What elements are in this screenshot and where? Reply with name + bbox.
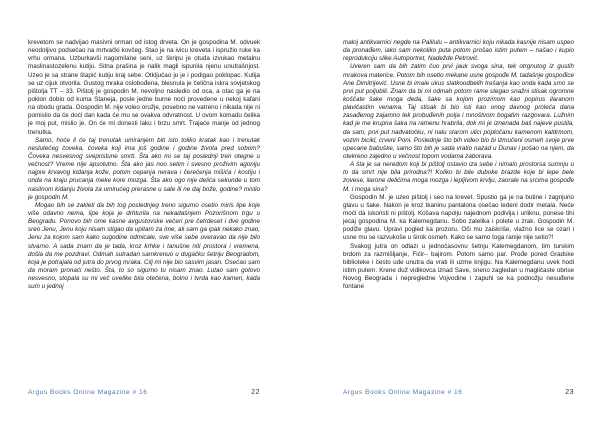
left-page-body: [28, 39, 260, 381]
magazine-title: Argus Books Online Magazine # 16: [28, 389, 148, 396]
paragraph: Svakog jutra on odlazi u jednočasovnu šetnju Kalemegdanom, tim turskim brdom za razmišljanje, Fićir– bajirom. Potom samo par. Prođe pored Gradske biblioteke i često ude unutra da vrati ili uzme knjigu. Na Kalemegdanu uvek hodi istim putem. Krene duž vidikovca iznad Save, sneno zagledan u magličaste obrise Novog Beograda i nepregledne Vojvodine i zapuhi se ka podnožju nesuđene fontane: [343, 242, 574, 291]
paragraph: Samo, hoće li će taj trenutak umiranjem biti isto toliko kratak kao i trenutak neslutećeg čoveka, čoveka koji ima još godine i godine života pred sobom? Čoveka nesvesnog svepristune smrti. Šta ako mi se taj poslednji tren otegne u večnost? Vreme nije apsolutno. Šta ako jas noo setim i svesno proživim agoniju najpre krvavog kidanja kože, potom cepanja nerava i čerečenja mišića i kostiju i onda na kraju prucanja meke kore mozga. Šta ako ogo nije delića sekunde u tom nasilnom kidanju života za umirućeg prerasne u sate ili ne daj bože, godine? mislio je gospodin M.: [28, 136, 260, 201]
right-page-body: [343, 39, 574, 381]
paragraph: maloj antikvarnici negde na Palilulu – antikvarnici koju nikada kasnije nisam uspeo da pronađem, iako sam nekoliko puta potom prošao istim putem – našao i kupio reprodukciju slike Autoportret, Nadežde Petrović.: [343, 39, 574, 63]
paragraph: Uveren sam da bih zatim čuo prvi jauk svoga sina, tek otrgnutog iz gustih mrakova materice. Potom bih osetio mekane usne gospođe M, tadašnje gospođice Ane Dimitrijević. Usne bi imale ukus slatkoodbelih trešanja kao onda kada smo se prvi put poljubili. Znam da bi mi odmah potom rame stegao snažni stisak ogromne koščate šake moga deda, šake sa kojom prozimom kao popirus ilaranom plavičastim venama. Taj stisak bi bio isti kao onog davnog proleća dana zasađenog zajamno tek probuđenih polja i mnoštvom bogatim razgovara. Lužnim kad je me krupna šaka na ramenu hrabrila, dok mi je iznenada baš najeve pustila, da sam, prvi put nadvatočku, ni nalu starom ulici popločanu kamenom kaldrmom, vozim bicikl, crveni Poni. Poslednje što bih video bio bi izmučeni osmeh svoje prve upecane babuške, samo što bih je sada vratio nazad u Dunav i pošao na njem, da otekreno zajedno u večnost topom vodama zaborava.: [343, 63, 574, 160]
right-page-footer: [343, 389, 574, 399]
paragraph: A šta je sa neredom koji bi pištolj ostavio iza sebe i nimalo prostorsa sumnju u to da smrt nije bila prirodna?! Koliko bi bile duboke brazde koje bi lepe bele zovese, ilarone delićima moga mozga i lepljivom krvlju, zaorale na srcima gospođe M. i moga sina?: [343, 161, 574, 193]
right-page: [300, 0, 600, 424]
paragraph: Mogao bih se zakleti da bih tog poslednjeg treno sigurno osetio miris lipe koje više odavno nema, lipe koja je drhturila na nekadašnjem Pozorišnom trgu u Beogradu. Ponovo bih ome kasne avgustovske večeri pre četrdeset i dve godine sreo Jenu, Jenu koju nisam stigao da upitam za ime, ali sam ga ipak nekako znao, Jenu za kojom sam kako sugodine odmicale, sve više sebe uveravao da nije bilo stvarno. A sada znam da je tada, kroz krhke i tanušne niti prostora i vremena, došla da me pozdravi. Odmah sutradan samkrenuo u dugačku šetnju Beogradom, koja je potrajala od jutra do prvog mraka. Cilj mi nije bio sasvim jasan. Osećao sam da moram pronaći nešto. Šta, to so sigurno tu nisam znao. Lutao sam gotovo nesvesno, stopala su mi več uvelike bila otečena, bolno i tvrda kao kamen, kada sum u jednoj: [28, 201, 260, 291]
page-number: 23: [565, 389, 574, 396]
left-page-footer: [28, 389, 260, 399]
magazine-title: Argus Books Online Magazine # 16: [343, 389, 463, 396]
paragraph: Gospodin M. je uzeo pištolj i seo na krevet. Spustio ga je na butine i zagnjurio glavu u šake. Nakon je kroz tkaninu pantalona osećao ledeni dodir metala. Neće moći da iskoristi ni pištolj. Košava napolju najednom podivlja i urliknu, ponese tihi jecaj gospodina M. ka Kalemegdanu. Sobo zalelika i polete u zrak. Gospodin M. podiže glavu. Upravi pogled ka prozoru. Oči mu zaiskriše, vlažno lice se ozari i usne mu se razvukoše u širok osmeh. Kako se samo toga ranije nije setio?!: [343, 193, 574, 242]
paragraph: krevetom se nadvijao masivni orman od istog drveta. On je gospodina M. odvuek neodoljivo podsećao na mrtvački kovčeg. Stao je na ivicu kreveta i ispružio ruke ka vrhu ormana. Uzburkavši nagomilane seni, uz škripu je otuda izvukao metalnu maslinastozelenu kutiju. Sitna prašina je nalik magli ispunila njenu unutrašnjost. Uzeo je sa strane štapić kutiju kraj sebe. Otključao ju je i podigao poklopac. Kutija se uz cijuk otvorila. Gustog mraka oslobođena, blesnula je čelična iskra sovjetskog pištolja TT – 33. Pištolj je gospodin M. nevoljno nasledio od oca, a otac ga je na poklon dobio od kuma Staneja, posle jedne burne noći provedene u nekoj kafani na obodu grada. Gospodin M. nije voleo oružje, posebno ne vatreno i nikada nije ni pomislio da će doći dan kada će mu se ovakva odvratnost. U ovom komadu čelika je moj put, mislio je. On će mi donesti laku i brzu smrt. Trajaće manje od jednog trenutka.: [28, 39, 260, 136]
page-number: 22: [251, 389, 260, 396]
